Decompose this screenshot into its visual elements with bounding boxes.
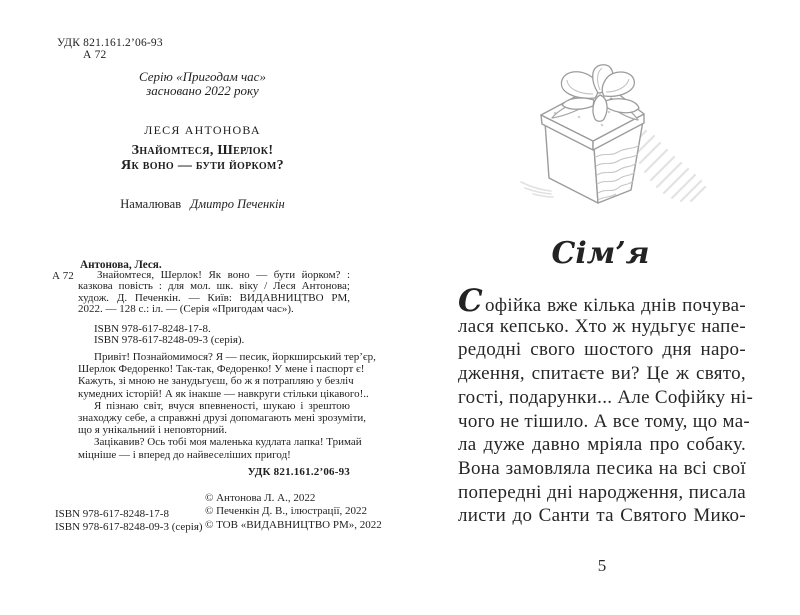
text-line: лася кепсько. Хто ж нудьгує напе- [458, 315, 746, 337]
text-line: Як воно — бути йорком? [121, 157, 284, 173]
body-first-line [458, 283, 746, 319]
author-name: ЛЕСЯ АНТОНОВА [144, 123, 261, 137]
text-line: що я унікальний і неповторний. [78, 424, 227, 437]
bib-margin-code: А 72 [52, 270, 74, 282]
bib-author-heading: Антонова, Леся. [80, 259, 162, 271]
page-number: 5 [597, 556, 607, 575]
book-title [55, 144, 350, 173]
annotation-paragraph [78, 436, 362, 461]
bib-record [78, 270, 350, 316]
text-line: худож. Д. Печенкін. — Київ: ВИДАВНИЦТВО РМ, [78, 291, 350, 304]
illustrator-credit [55, 197, 350, 212]
bib-isbn-list [94, 324, 244, 346]
text-line: Серію «Пригодам час» [139, 69, 266, 84]
text-line: 2022. — 128 с.: іл. — (Серія «Пригодам час»). [78, 303, 294, 316]
annotation-block [78, 351, 376, 461]
right-page [400, 0, 800, 615]
text-line: ISBN 978-617-8248-17-8 [55, 508, 169, 520]
text-line: казкова повість : для мол. шк. віку / Леся Антонова; [78, 280, 350, 293]
text-line: дження, спитаєте ви? Це ж свято, [458, 363, 746, 385]
text-line: знаходжу себе, а справжні друзі допомагають мені зрозуміти, [78, 412, 367, 425]
udc-block [57, 37, 163, 61]
udc-footer: УДК 821.161.2’06-93 [247, 466, 350, 478]
text-line: © Антонова Л. А., 2022 [205, 492, 316, 504]
text-line: міцніше — і вперед до найвеселіших пригод! [78, 448, 291, 461]
body-lines [458, 315, 754, 528]
drop-cap: С [458, 283, 483, 319]
udc-heading: УДК 821.161.2’06-93 [57, 37, 163, 49]
text-line: © Печенкін Д. В., ілюстрації, 2022 [205, 505, 368, 518]
annotation-paragraph [78, 351, 376, 400]
text-line: ISBN 978-617-8248-17-8. [94, 323, 211, 335]
shadow-hatching [633, 131, 705, 201]
text-line: засновано 2022 року [146, 83, 259, 98]
text-line: ISBN 978-617-8248-09-3 (серія). [94, 334, 245, 347]
text-line: Знайомтеся, Шерлок! Як воно — бути йорком? : [97, 269, 350, 281]
text-line: Шерлок Федоренко! Так-так, Федоренко! У мене і паспорт є! [78, 363, 365, 376]
footer-isbn-list [55, 508, 203, 534]
text-line: Кажуть, зі мною не занудьгуєш, бо ж я потрапляю у безліч [78, 375, 354, 388]
text-line: ISBN 978-617-8248-09-3 (серія) [55, 521, 203, 533]
text-line: гості, подарунки... Але Софійку ні- [458, 386, 754, 408]
illustrator-name: Дмитро Печенкін [190, 197, 285, 211]
copyright-list [205, 492, 382, 532]
body-first-line-text: офійка вже кілька днів почува- [484, 295, 746, 316]
chapter-body [458, 283, 754, 528]
gift-box-illustration [505, 62, 715, 212]
text-line: Вона замовляла песика на всі свої [458, 457, 746, 479]
text-line: Я пізнаю світ, вчуся впевненості, шукаю і зрештою [94, 399, 350, 412]
series-note [55, 70, 350, 98]
text-line: кумедних історій! А як інакше — навкруги стільки цікавого!.. [78, 387, 369, 400]
text-line: листи до Санти та Святого Мико- [458, 505, 746, 527]
text-line: попередні дні народження, писала [458, 481, 746, 503]
text-line: редодні свого шостого дня наро- [458, 339, 746, 361]
text-line: чого не тішило. А все тому, що ма- [458, 410, 751, 432]
chapter-title: Сім’я [551, 236, 650, 271]
illustrator-prefix: Намалював [120, 197, 182, 211]
text-line: Знайомтеся, Шерлок! [131, 143, 274, 158]
text-line: ла дуже давно мріяла про собаку. [458, 434, 746, 456]
text-line: Привіт! Познайомимося? Я — песик, йоркширський тер’єр, [94, 351, 376, 363]
text-line: Зацікавив? Ось тобі моя маленька кудлата лапка! Тримай [94, 436, 362, 449]
text-line: © ТОВ «ВИДАВНИЦТВО РМ», 2022 [205, 518, 382, 531]
udc-code: А 72 [83, 49, 107, 61]
ground-shadow [521, 182, 553, 197]
annotation-paragraph [78, 399, 367, 437]
